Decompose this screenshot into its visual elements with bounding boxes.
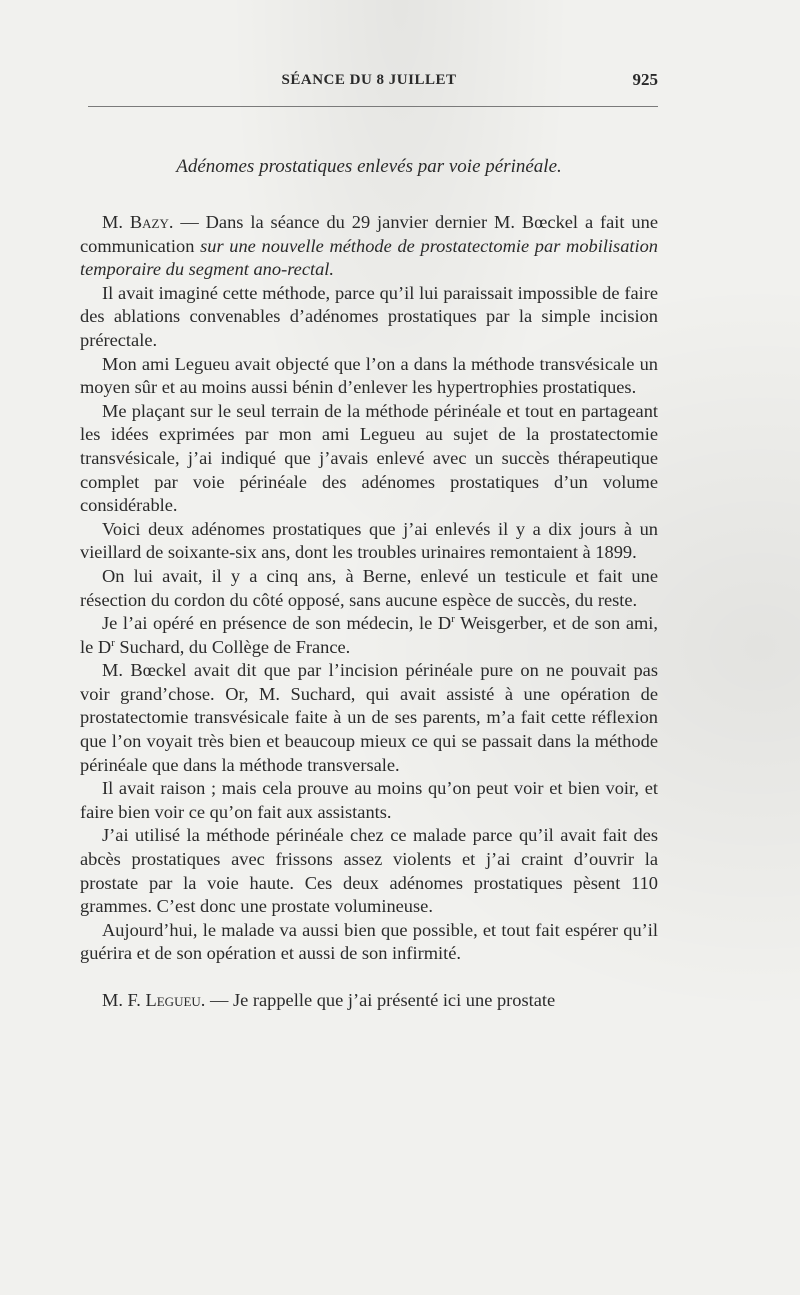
paragraph: Aujourd’hui, le malade va aussi bien que possible, et tout fait espérer qu’il guérira et de son opération et aussi de son infirmité. — [80, 919, 658, 964]
paragraph-text: . — Je rappelle que j’ai présenté ici une prostate — [200, 990, 556, 1010]
section-title: Adénomes prostatiques enlevés par voie périnéale. — [176, 156, 562, 177]
running-head — [80, 72, 658, 96]
paragraph: Il avait raison ; mais cela prouve au moins qu’on peut voir et bien voir, et faire bien voir ce qu’on fait aux assistants. — [80, 778, 658, 822]
text-fragment: Weisgerber, et de son ami, le D — [80, 613, 658, 657]
paragraph-legueu — [80, 989, 658, 1013]
paragraph: J’ai utilisé la méthode périnéale chez ce malade parce qu’il avait fait des abcès prostatiques avec frissons assez violents et j’ai craint d’ouvrir la prostate par la voie haute. Ces deux adénomes prostatiques pèsent 110 grammes. C’est donc une prostate volumineuse. — [80, 825, 658, 917]
paragraph: Mon ami Legueu avait objecté que l’on a dans la méthode transvésicale un moyen sûr et au moins aussi bénin d’enlever les hypertrophies prostatiques. — [80, 353, 658, 398]
paragraph: Il avait imaginé cette méthode, parce qu’il lui paraissait impossible de faire des ablations convenables d’adénomes prostatiques par la simple incision prérectale. — [80, 282, 658, 350]
paragraph-lead: . — Dans la séance du 29 janvier dernier M. Bœckel a fait une communication — [80, 212, 658, 256]
speaker-name: Bazy — [129, 212, 169, 232]
superscript: r — [111, 636, 115, 649]
text-fragment: Je l’ai opéré en présence de son médecin, le D — [102, 613, 452, 634]
running-title: SÉANCE DU 8 JUILLET — [281, 72, 457, 88]
communication-title: sur une nouvelle méthode de prostatectomie par mobilisation temporaire du segment ano-rectal. — [80, 235, 658, 280]
paragraph-bazy-intro — [80, 211, 658, 282]
paragraph: Voici deux adénomes prostatiques que j’ai enlevés il y a dix jours à un vieillard de soixante-six ans, dont les troubles urinaires remontaient à 1899. — [80, 518, 658, 563]
paragraph: Me plaçant sur le seul terrain de la méthode périnéale et tout en partageant les idées exprimées par mon ami Legueu au sujet de la prostatectomie transvésicale, j’ai indiqué que j’avais enlevé avec un succès thérapeutique complet par voie périnéale des adénomes prostatiques d’un volume considérable. — [80, 400, 658, 516]
header-rule — [88, 106, 658, 107]
speaker-name: Legueu — [145, 990, 201, 1010]
speaker-prefix: M. F. — [102, 990, 146, 1010]
paragraph: M. Bœckel avait dit que par l’incision périnéale pure on ne pouvait pas voir grand’chose. Or, M. Suchard, qui avait assisté à une opération de prostatectomie transvésicale faite à un de ses parents, m’a fait cette réflexion que l’on voyait très bien et beaucoup mieux ce qui se passait dans la méthode périnéale que dans la méthode transversale. — [80, 660, 658, 775]
paragraph-doctors — [80, 612, 658, 659]
paragraph: On lui avait, il y a cinq ans, à Berne, enlevé un testicule et fait une résection du cordon du côté opposé, sans aucune espèce de succès, du reste. — [80, 565, 658, 610]
text-fragment: Suchard, du Collège de France. — [114, 636, 351, 657]
body-text — [80, 211, 658, 1013]
superscript: r — [451, 612, 455, 625]
speaker-prefix: M. — [102, 212, 130, 232]
page-number: 925 — [632, 70, 658, 89]
